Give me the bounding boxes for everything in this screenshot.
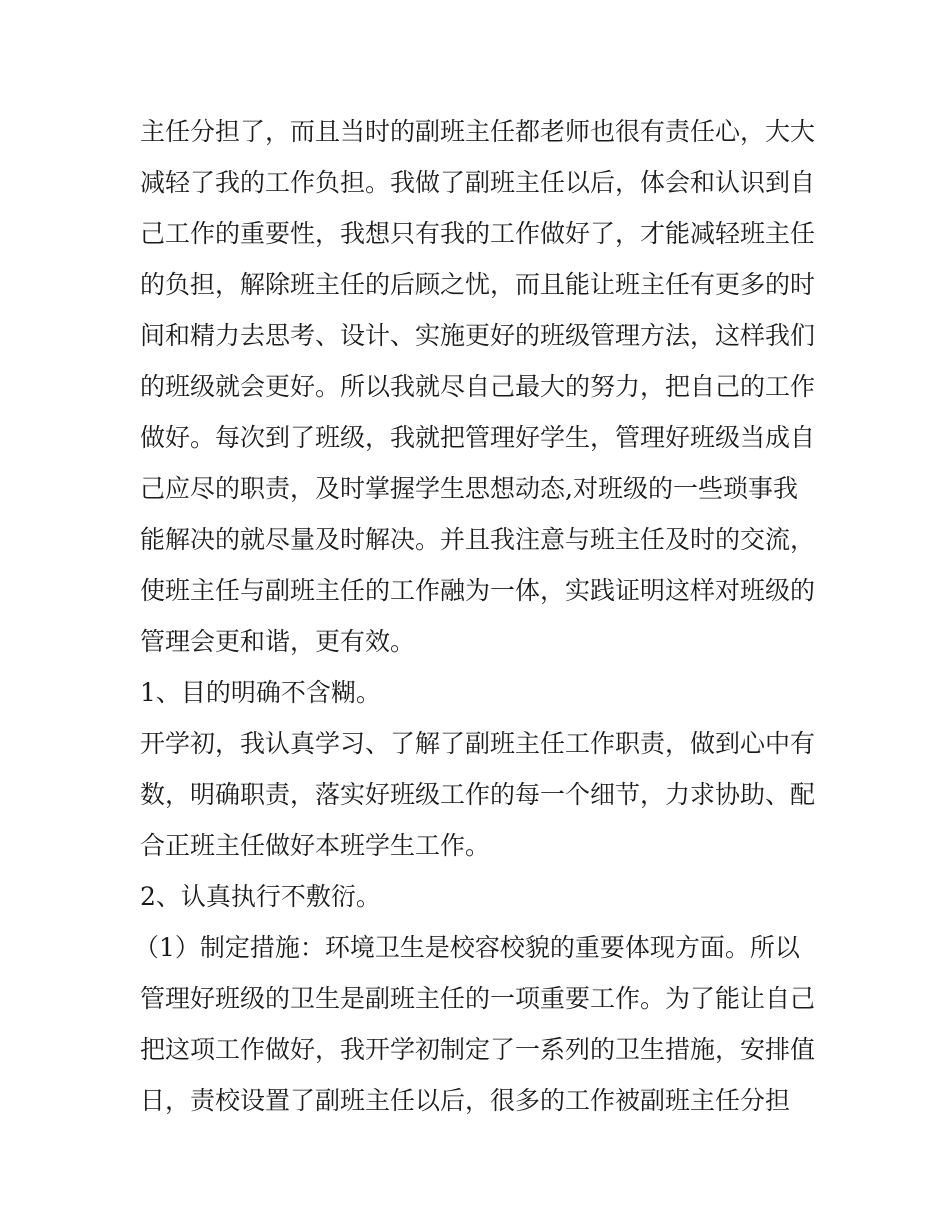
text-line: 己应尽的职责，及时掌握学生思想动态,对班级的一些琐事我 bbox=[140, 474, 798, 503]
text-line: 管理会更和谐，更有效。 bbox=[140, 627, 416, 656]
text-line: 己工作的重要性，我想只有我的工作做好了，才能减轻班主任 bbox=[140, 219, 816, 248]
text-line: 做好。每次到了班级，我就把管理好学生，管理好班级当成自 bbox=[140, 423, 816, 452]
subsection-line: （1）制定措施：环境卫生是校容校貌的重要体现方面。所以 bbox=[134, 933, 800, 962]
text-line: 开学初，我认真学习、了解了副班主任工作职责，做到心中有 bbox=[140, 729, 816, 758]
section-heading-2: 2、认真执行不敷衍。 bbox=[140, 882, 381, 911]
text-line: 使班主任与副班主任的工作融为一体，实践证明这样对班级的 bbox=[140, 576, 816, 605]
text-line: 数，明确职责，落实好班级工作的每一个细节，力求协助、配 bbox=[140, 780, 816, 809]
text-line: 合正班主任做好本班学生工作。 bbox=[140, 831, 491, 860]
text-line: 日，责校设置了副班主任以后，很多的工作被副班主任分担 bbox=[140, 1086, 791, 1115]
text-line: 的班级就会更好。所以我就尽自己最大的努力，把自己的工作 bbox=[140, 372, 816, 401]
text-line: 主任分担了，而且当时的副班主任都老师也很有责任心，大大 bbox=[140, 117, 816, 146]
text-line: 的负担，解除班主任的后顾之忧，而且能让班主任有更多的时 bbox=[140, 270, 816, 299]
section-heading-1: 1、目的明确不含糊。 bbox=[140, 678, 381, 707]
text-line: 减轻了我的工作负担。我做了副班主任以后，体会和认识到自 bbox=[140, 168, 816, 197]
body-text bbox=[134, 106, 820, 1126]
text-line: 把这项工作做好，我开学初制定了一系列的卫生措施，安排值 bbox=[140, 1035, 816, 1064]
text-line: 能解决的就尽量及时解决。并且我注意与班主任及时的交流， bbox=[140, 525, 816, 554]
text-line: 间和精力去思考、设计、实施更好的班级管理方法，这样我们 bbox=[140, 321, 816, 350]
text-line: 管理好班级的卫生是副班主任的一项重要工作。为了能让自己 bbox=[140, 984, 816, 1013]
